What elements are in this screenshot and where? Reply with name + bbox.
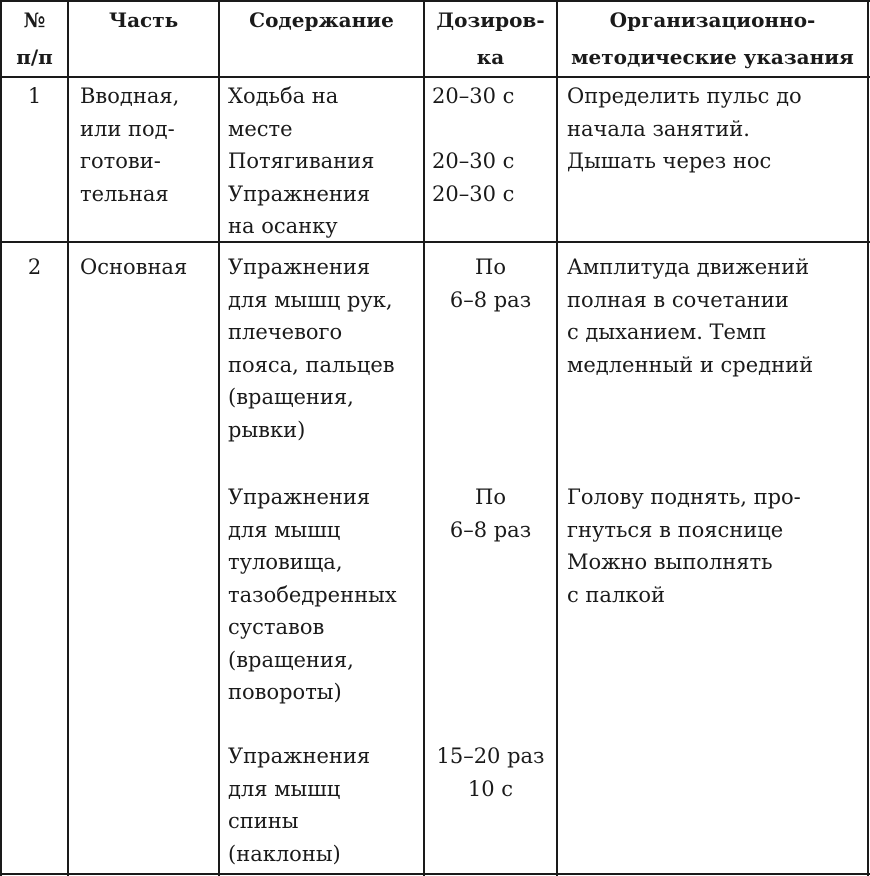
row-2-part: Основная xyxy=(80,255,188,279)
header-dosage: Дозиров- ка xyxy=(436,8,545,69)
row-2-block-3-content: Упражнения для мышц спины (наклоны) xyxy=(228,744,371,866)
row-2-num: 2 xyxy=(27,255,42,279)
row-2-block-2-notes: Голову поднять, про- гнуться в пояснице Можно выполнять с палкой xyxy=(567,485,801,607)
table-border xyxy=(0,76,870,78)
row-1-content: Ходьба на месте Потягивания Упражнения на осанку xyxy=(228,84,375,238)
table-border xyxy=(218,0,220,876)
row-2-block-3-dosage: 15–20 раз 10 с xyxy=(436,744,545,801)
table-border xyxy=(556,0,558,876)
row-2-block-1-dosage: По 6–8 раз xyxy=(449,255,532,312)
row-1-num: 1 xyxy=(27,84,42,108)
row-1-dosage: 20–30 с 20–30 с 20–30 с xyxy=(432,84,515,206)
row-1-notes: Определить пульс до начала занятий. Дышать через нос xyxy=(567,84,802,173)
header-content: Содержание xyxy=(249,8,394,32)
table-border xyxy=(0,241,870,243)
header-part: Часть xyxy=(108,8,179,32)
header-num: № п/п xyxy=(16,8,53,69)
table-border xyxy=(867,0,869,876)
row-1-part: Вводная, или под- готови- тельная xyxy=(80,84,180,206)
row-2-block-2-content: Упражнения для мышц туловища, тазобедренных суставов (вращения, повороты) xyxy=(228,485,397,704)
table-border xyxy=(0,873,870,875)
row-2-block-1-notes: Амплитуда движений полная в сочетании с дыханием. Темп медленный и средний xyxy=(567,255,814,377)
table-border xyxy=(67,0,69,876)
row-2-block-2-dosage: По 6–8 раз xyxy=(449,485,532,542)
row-2-block-1-content: Упражнения для мышц рук, плечевого пояса, пальцев (вращения, рывки) xyxy=(228,255,395,442)
table-border xyxy=(0,0,2,876)
header-notes: Организационно- методические указания xyxy=(571,8,854,69)
